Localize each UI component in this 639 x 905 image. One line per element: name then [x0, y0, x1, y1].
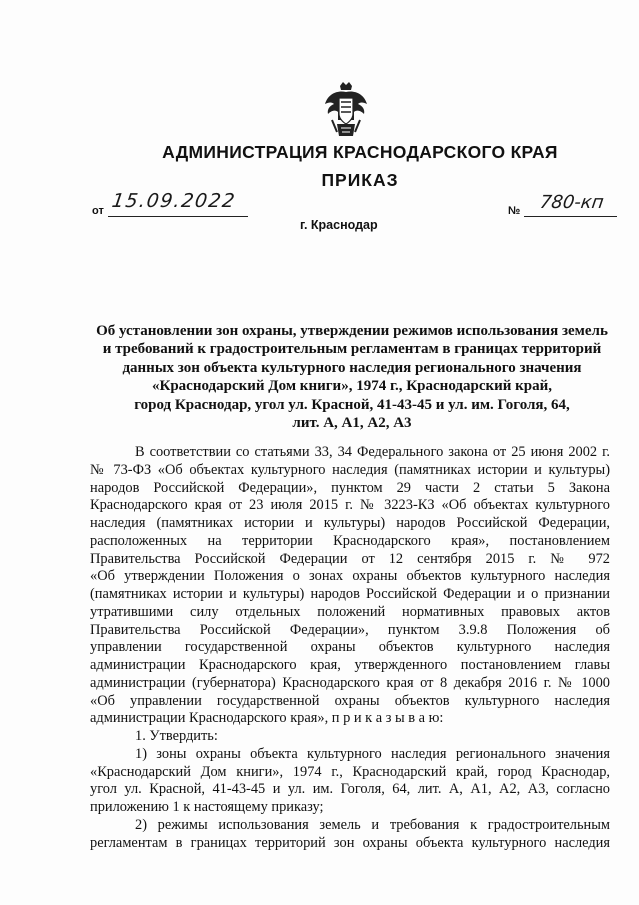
- body-line: утратившими силу отдельных положений нормативных правовых актов: [90, 603, 610, 620]
- body-line: администрации (губернатора) Краснодарского края от 8 декабря 2016 г. № 1000: [90, 674, 610, 691]
- number-label: №: [508, 205, 521, 217]
- city-name: г. Краснодар: [300, 218, 378, 232]
- body-line: наследия (памятниках истории и культуры) народов Российской Федерации,: [90, 515, 610, 531]
- date-label: от: [92, 205, 104, 217]
- subject-line: и требований к градостроительным регламентам в границах территорий: [102, 341, 602, 358]
- body-line: (памятниках истории и культуры) народов Российской Федерации и о признании: [90, 586, 610, 602]
- subject-line: «Краснодарский Дом книги», 1974 г., Краснодарский край,: [151, 378, 553, 395]
- body-line: администрации Краснодарского края, утвержденного постановлением главы: [90, 657, 610, 673]
- body-line: администрации Краснодарского края», п р и к а з ы в а ю:: [90, 710, 444, 727]
- subject-line: лит. А, А1, А2, А3: [292, 415, 412, 432]
- number-underline: [524, 216, 617, 217]
- body-line: 1) зоны охраны объекта культурного наследия регионального значения: [135, 745, 610, 762]
- krasnodar-coat-of-arms-icon: [323, 80, 369, 138]
- body-line: Правительства Российской Федерации», пунктом 3.9.8 Положения об: [90, 621, 610, 638]
- body-line: В соответствии со статьями 33, 34 Федерального закона от 25 июня 2002 г.: [135, 444, 610, 460]
- subject-line: Об установлении зон охраны, утверждении режимов использования земель: [96, 323, 608, 339]
- order-subject: [82, 322, 622, 432]
- document-type: ПРИКАЗ: [321, 170, 399, 190]
- order-body: [90, 444, 610, 852]
- subject-line: город Краснодар, угол ул. Красной, 41-43-45 и ул. им. Гоголя, 64,: [134, 396, 570, 413]
- body-line: «Об управлении государственной охраны объектов культурного наследия: [90, 692, 610, 709]
- body-line: приложению 1 к настоящему приказу;: [90, 799, 324, 815]
- organization-title: АДМИНИСТРАЦИЯ КРАСНОДАРСКОГО КРАЯ: [162, 142, 558, 162]
- body-line: управлении государственной охраны объектов культурного наследия: [90, 639, 610, 656]
- body-line: «Об утверждении Положения о зонах охраны объектов культурного наследия: [90, 568, 610, 585]
- subject-line: данных зон объекта культурного наследия регионального значения: [122, 359, 582, 376]
- body-line: угол ул. Красной, 41-43-45 и ул. им. Гоголя, 64, лит. А, А1, А2, А3, согласно: [90, 781, 610, 798]
- handwritten-number: 780-кп: [538, 192, 605, 213]
- body-line: Краснодарского края от 23 июля 2015 г. № 3223-КЗ «Об объектах культурного: [90, 497, 610, 514]
- body-line: народов Российской Федерации», пунктом 29 части 2 статьи 5 Закона: [90, 479, 610, 496]
- body-line: Правительства Российской Федерации от 12 сентября 2015 г. № 972: [90, 550, 610, 567]
- body-line: «Краснодарский Дом книги», 1974 г., Краснодарский край, город Краснодар,: [90, 763, 610, 780]
- body-line: регламентам в границах территорий зон охраны объекта культурного наследия: [90, 834, 610, 851]
- date-underline: [108, 216, 248, 217]
- body-line: расположенных на территории Краснодарского края», постановлением: [90, 532, 610, 549]
- body-line: 2) режимы использования земель и требования к градостроительным: [135, 816, 610, 833]
- handwritten-date: 15.09.2022: [110, 190, 238, 212]
- body-line: № 73-ФЗ «Об объектах культурного наследия (памятниках истории и культуры): [90, 461, 610, 478]
- body-line: 1. Утвердить:: [135, 728, 218, 744]
